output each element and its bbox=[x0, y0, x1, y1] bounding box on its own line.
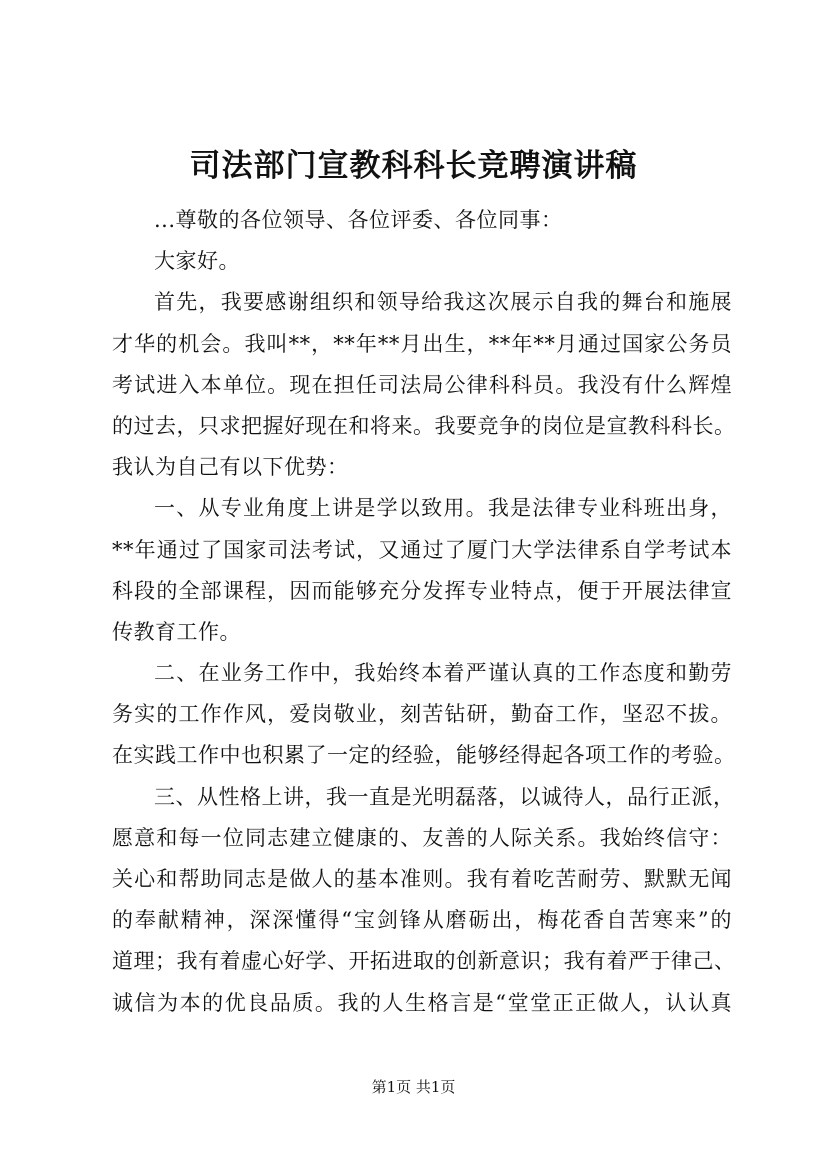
text-line: 关心和帮助同志是做人的基本准则。我有着吃苦耐劳、默默无闻 bbox=[112, 867, 732, 891]
text-line: ...尊敬的各位领导、各位评委、各位同事： bbox=[154, 208, 563, 232]
text-line: 科段的全部课程，因而能够充分发挥专业特点，便于开展法律宣 bbox=[112, 578, 732, 603]
text-line: 三、从性格上讲，我一直是光明磊落，以诚待人，品行正派， bbox=[154, 784, 735, 809]
text-line: 愿意和每一位同志建立健康的、友善的人际关系。我始终信守： bbox=[112, 825, 732, 850]
document-title: 司法部门宣教科科长竞聘演讲稿 bbox=[189, 148, 638, 184]
page-footer: 第1页 共1页 bbox=[371, 1078, 456, 1096]
text-line: **年通过了国家司法考试，又通过了厦门大学法律系自学考试本 bbox=[112, 537, 732, 562]
text-line: 首先，我要感谢组织和领导给我这次展示自我的舞台和施展 bbox=[154, 290, 732, 315]
text-line: 我认为自己有以下优势： bbox=[112, 455, 349, 480]
text-line: 才华的机会。我叫**，**年**月出生，**年**月通过国家公务员 bbox=[112, 331, 732, 356]
text-line: 大家好。 bbox=[154, 249, 240, 274]
text-line: 务实的工作作风，爱岗敬业，刻苦钻研，勤奋工作，坚忍不拔。 bbox=[112, 702, 732, 727]
text-line: 一、从专业角度上讲是学以致用。我是法律专业科班出身， bbox=[154, 496, 732, 521]
text-line: 二、在业务工作中，我始终本着严谨认真的工作态度和勤劳 bbox=[154, 661, 732, 686]
text-line: 诚信为本的优良品质。我的人生格言是“堂堂正正做人，认认真 bbox=[112, 990, 732, 1015]
text-line: 考试进入本单位。现在担任司法局公律科科员。我没有什么辉煌 bbox=[112, 372, 732, 397]
text-line: 在实践工作中也积累了一定的经验，能够经得起各项工作的考验。 bbox=[112, 743, 736, 768]
text-line: 传教育工作。 bbox=[112, 619, 241, 644]
text-line: 道理；我有着虚心好学、开拓进取的创新意识；我有着严于律己、 bbox=[112, 949, 736, 974]
document-body bbox=[112, 200, 736, 1024]
text-line: 的过去，只求把握好现在和将来。我要竞争的岗位是宣教科科长。 bbox=[112, 413, 736, 438]
text-line: 的奉献精神，深深懂得“宝剑锋从磨砺出，梅花香自苦寒来”的 bbox=[112, 908, 732, 933]
